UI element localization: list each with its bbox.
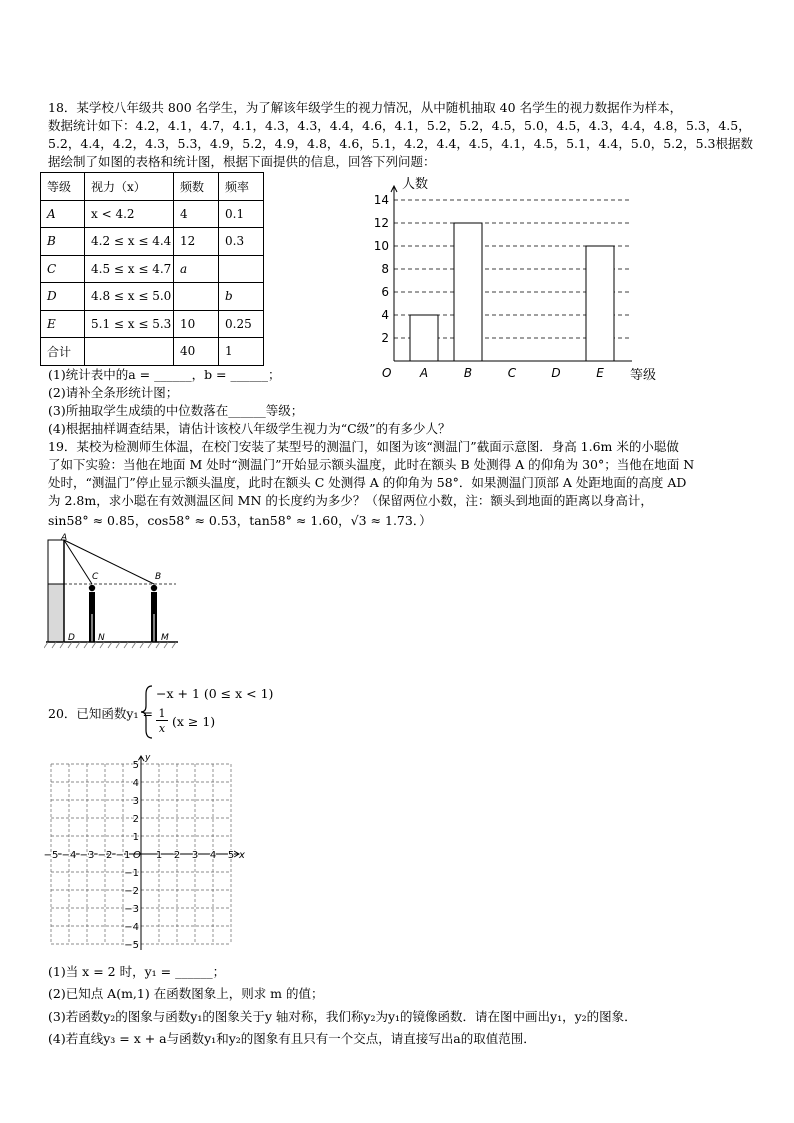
table-row [41, 200, 264, 228]
x-tick-label: B [463, 366, 473, 380]
y-tick-label: 14 [373, 193, 389, 207]
table-cell: a [174, 255, 219, 283]
q20-prefix: 20．已知函数y₁ = [48, 706, 153, 721]
table-header: 等级 [41, 173, 85, 201]
q20-sub-3: (3)若函数y₂的图象与函数y₁的图象关于y 轴对称，我们称y₂为y₁的镜像函数．请在图中画出y₁，y₂的图象． [48, 1009, 637, 1024]
table-header-row [41, 173, 264, 201]
x-tick-label: C [507, 366, 517, 380]
y-tick-label: 4 [381, 308, 389, 322]
table-cell: E [41, 310, 85, 338]
bar-B [454, 223, 482, 361]
table-cell: 0.1 [219, 200, 264, 228]
label-n: N [98, 633, 105, 643]
table-cell: 0.25 [219, 310, 264, 338]
y-tick-label: −5 [124, 940, 139, 951]
q19-line-2: 了如下实验：当他在地面 M 处时“测温门”开始显示额头温度，此时在额头 B 处测得 A 的仰角为 30°；当他在地面 N [48, 457, 695, 472]
y-tick-label: 8 [381, 262, 389, 276]
table-cell: b [219, 283, 264, 311]
q18-sub-4: (4)根据抽样调查结果，请估计该校八年级学生视力为“C级”的有多少人？ [48, 421, 451, 436]
y-tick-label: 5 [132, 760, 139, 771]
q18-line-4: 据绘制了如图的表格和统计图，根据下面提供的信息，回答下列问题： [48, 154, 436, 169]
q20-sub-1: (1)当 x = 2 时，y₁ = ______； [48, 964, 226, 979]
fraction-denominator: x [158, 722, 166, 735]
table-cell: 4.2 ≤ x ≤ 4.4 [85, 228, 174, 256]
piecewise-case-2-condition: (x ≥ 1) [172, 714, 216, 729]
origin-label: O [382, 366, 392, 380]
x-tick-label: −2 [97, 850, 113, 861]
table-cell: C [41, 255, 85, 283]
x-tick-label: −5 [44, 850, 59, 861]
x-tick-label: D [551, 366, 561, 380]
table-cell: x < 4.2 [85, 200, 174, 228]
q18-sub-2: (2)请补全条形统计图； [48, 385, 179, 400]
x-tick-label: 4 [209, 850, 217, 861]
y-axis-label: y [145, 753, 151, 763]
piecewise-case-1: −x + 1 (0 ≤ x < 1) [156, 686, 274, 701]
bar-chart [360, 168, 680, 386]
ground-hatching [44, 642, 176, 648]
x-tick-label: −4 [61, 850, 77, 861]
y-tick-label: −1 [124, 868, 139, 879]
q18-sub-3: (3)所抽取学生成绩的中位数落在______等级； [48, 403, 304, 418]
label-m: M [161, 633, 169, 643]
label-a: A [61, 533, 68, 543]
q20-sub-4: (4)若直线y₃ = x + a与函数y₁和y₂的图象有且只有一个交点，请直接写出a的取值范围． [48, 1031, 536, 1046]
q19-line-1: 19．某校为检测师生体温，在校门安装了某型号的测温门，如图为该“测温门”截面示意图．身高 1.6m 米的小聪做 [48, 439, 679, 454]
y-axis-label: 人数 [402, 177, 429, 192]
table-cell [219, 255, 264, 283]
table-cell: 0.3 [219, 228, 264, 256]
label-c: C [92, 572, 99, 582]
y-tick-label: 10 [373, 239, 389, 253]
q19-line-5: sin58° ≈ 0.85，cos58° ≈ 0.53，tan58° ≈ 1.60，√3 ≈ 1.73．） [48, 513, 432, 528]
frequency-table [40, 172, 264, 366]
table-cell: 合计 [41, 338, 85, 366]
piecewise-brace [140, 684, 154, 740]
q18-sub-1: (1)统计表中的a = ______，b = ______； [48, 367, 281, 382]
fraction-numerator: 1 [156, 707, 168, 721]
table-cell: 10 [174, 310, 219, 338]
label-b: B [155, 572, 162, 582]
table-cell [174, 283, 219, 311]
table-cell: 12 [174, 228, 219, 256]
q20-sub-2: (2)已知点 A(m,1) 在函数图象上，则求 m 的值； [48, 986, 324, 1001]
q18-line-1: 18．某学校八年级共 800 名学生，为了解该年级学生的视力情况，从中随机抽取 40 名学生的视力数据作为样本， [48, 100, 683, 115]
table-cell: A [41, 200, 85, 228]
q19-line-3: 处时，“测温门”停止显示额头温度，此时在额头 C 处测得 A 的仰角为 58°．如果测温门顶部 A 处距地面的高度 AD [48, 475, 687, 490]
q18-line-3: 5.2，4.4，4.2，4.3，5.3，4.9，5.2，4.9，4.8，4.6，5.1，4.2，4.4，4.5，4.1，4.5，5.1，4.4，5.0，5.2，5.3根据数 [48, 136, 753, 151]
table-header: 频率 [219, 173, 264, 201]
q18-line-2: 数据统计如下：4.2，4.1，4.7，4.1，4.3，4.3，4.4，4.6，4.1，5.2，5.2，4.5，5.0，4.5，4.3，4.4，4.8，5.3，4.5， [48, 118, 751, 133]
y-tick-label: 2 [381, 331, 389, 345]
gate-upper-panel [48, 540, 64, 584]
table-cell: 40 [174, 338, 219, 366]
x-axis-label: x [239, 850, 245, 861]
table-cell: 1 [219, 338, 264, 366]
gate-lower-panel [48, 584, 64, 642]
table-cell: 4.5 ≤ x ≤ 4.7 [85, 255, 174, 283]
table-row [41, 283, 264, 311]
y-tick-label: 2 [132, 814, 139, 825]
table-row [41, 338, 264, 366]
coordinate-grid [44, 750, 260, 956]
table-cell [85, 338, 174, 366]
x-tick-label: 3 [191, 850, 199, 861]
temperature-gate-diagram [44, 532, 180, 654]
table-cell: 5.1 ≤ x ≤ 5.3 [85, 310, 174, 338]
y-tick-label: −3 [124, 904, 139, 915]
table-cell: D [41, 283, 85, 311]
x-tick-label: −3 [79, 850, 95, 861]
y-tick-label: 3 [132, 796, 139, 807]
y-tick-label: 4 [132, 778, 139, 789]
bar-A [410, 315, 438, 361]
x-axis-label: 等级 [630, 368, 657, 383]
label-d: D [68, 633, 75, 643]
person-near-gate [89, 585, 95, 642]
y-tick-label: 12 [373, 216, 389, 230]
x-tick-label: 2 [173, 850, 181, 861]
bar-E [586, 246, 614, 361]
x-tick-label: E [596, 366, 604, 380]
origin-label: O [133, 850, 141, 861]
q19-line-4: 为 2.8m，求小聪在有效测温区间 MN 的长度约为多少？（保留两位小数，注：额头到地面的距离以身高计， [48, 493, 653, 508]
y-tick-label: 6 [381, 285, 389, 299]
table-row [41, 310, 264, 338]
person-far [151, 585, 157, 642]
table-header: 视力（x） [85, 173, 174, 201]
y-tick-label: 1 [132, 832, 139, 843]
y-tick-label: −2 [124, 886, 139, 897]
x-tick-label: −1 [115, 850, 131, 861]
table-header: 频数 [174, 173, 219, 201]
x-tick-label: 1 [155, 850, 163, 861]
table-cell: B [41, 228, 85, 256]
table-cell: 4 [174, 200, 219, 228]
table-row [41, 255, 264, 283]
table-row [41, 228, 264, 256]
x-tick-label: 5 [227, 850, 235, 861]
table-cell: 4.8 ≤ x ≤ 5.0 [85, 283, 174, 311]
x-tick-label: A [419, 366, 429, 380]
y-tick-label: −4 [124, 922, 139, 933]
